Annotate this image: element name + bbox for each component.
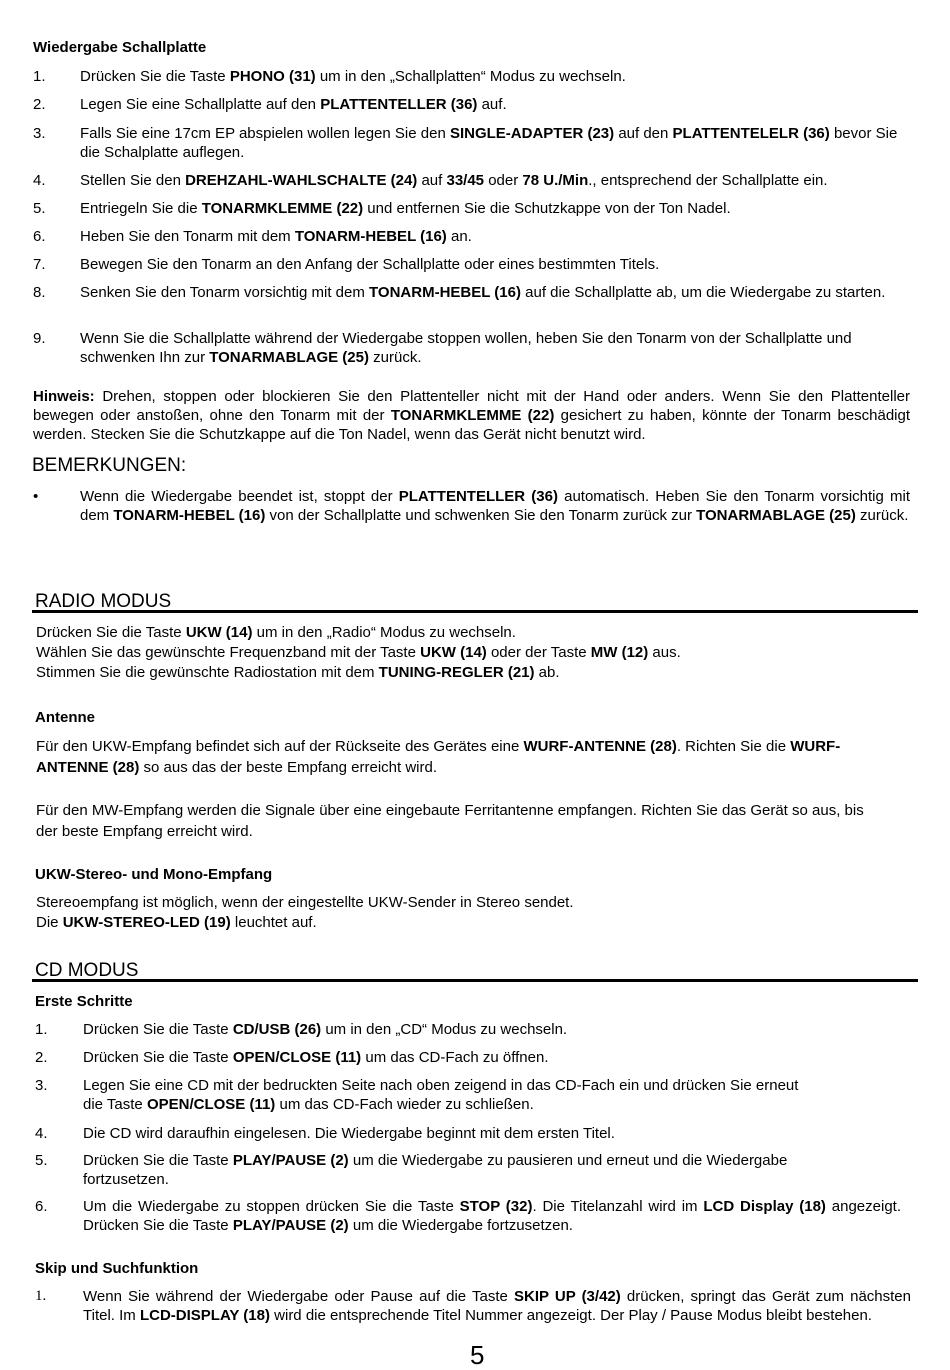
- step-number: 3.: [35, 1077, 48, 1094]
- step-number: 4.: [33, 172, 46, 189]
- step-number: 1.: [35, 1021, 48, 1038]
- stereo-line-1: Stereoempfang ist möglich, wenn der eingestellte UKW-Sender in Stereo sendet.: [36, 894, 574, 911]
- antenna-title: Antenne: [35, 709, 95, 726]
- step-text: Wenn Sie die Schallplatte während der Wiedergabe stoppen wollen, heben Sie den Tonarm von der Schallplatte und schwenken Ihn zur TONARMABLAGE (25) zurück.: [80, 330, 852, 366]
- step-text: Drücken Sie die Taste PLAY/PAUSE (2) um die Wiedergabe zu pausieren und erneut und die Wiedergabe fortzusetzen.: [83, 1152, 788, 1188]
- step-text: Wenn Sie während der Wiedergabe oder Pause auf die Taste SKIP UP (3/42) drücken, springt das Gerät zum nächsten Titel. Im LCD-DISPLAY (18) wird die entsprechende Titel Nummer angezeigt. Der Play / Pause Modus bleibt bestehen.: [83, 1288, 911, 1324]
- page-number: 5: [470, 1340, 485, 1370]
- step-number: 7.: [33, 256, 46, 273]
- bullet-icon: •: [33, 488, 39, 505]
- step-text: Stellen Sie den DREHZAHL-WAHLSCHALTE (24) auf 33/45 oder 78 U./Min., entsprechend der Schallplatte ein.: [80, 172, 828, 189]
- remarks-text: Wenn die Wiedergabe beendet ist, stoppt der PLATTENTELLER (36) automatisch. Heben Sie den Tonarm vorsichtig mit dem TONARM-HEBEL (16) von der Schallplatte und schwenken Sie den Tonarm zurück zur TONARMABLAGE (25) zurück.: [80, 488, 910, 524]
- radio-title: RADIO MODUS: [32, 590, 918, 613]
- step-text: Drücken Sie die Taste CD/USB (26) um in den „CD“ Modus zu wechseln.: [83, 1021, 568, 1038]
- antenna-paragraph-1: Für den UKW-Empfang befindet sich auf der Rückseite des Gerätes eine WURF-ANTENNE (28). Richten Sie die WURF-ANTENNE (28) so aus das der beste Empfang erreicht wird.: [36, 738, 841, 776]
- note-label: Hinweis:: [33, 388, 95, 405]
- step-text: Bewegen Sie den Tonarm an den Anfang der Schallplatte oder eines bestimmten Titels.: [80, 256, 660, 273]
- step-number: 6.: [33, 228, 46, 245]
- step-text: Die CD wird daraufhin eingelesen. Die Wiedergabe beginnt mit dem ersten Titel.: [83, 1125, 615, 1142]
- stereo-line-2: Die UKW-STEREO-LED (19) leuchtet auf.: [36, 914, 317, 931]
- step-number: 1.: [33, 68, 46, 85]
- step-number: 2.: [33, 96, 46, 113]
- record-title: Wiedergabe Schallplatte: [33, 39, 207, 56]
- step-number: 3.: [33, 125, 46, 142]
- step-number: 2.: [35, 1049, 48, 1066]
- cd-title: CD MODUS: [32, 959, 918, 982]
- stereo-title: UKW-Stereo- und Mono-Empfang: [35, 866, 273, 883]
- step-text: Legen Sie eine Schallplatte auf den PLATTENTELLER (36) auf.: [80, 96, 507, 113]
- first-steps-title: Erste Schritte: [35, 993, 133, 1010]
- step-text: Falls Sie eine 17cm EP abspielen wollen legen Sie den SINGLE-ADAPTER (23) auf den PLATTENTELELR (36) bevor Sie die Schalplatte auflegen.: [80, 125, 898, 161]
- remarks-title: BEMERKUNGEN:: [32, 455, 187, 476]
- step-text: Um die Wiedergabe zu stoppen drücken Sie die Taste STOP (32). Die Titelanzahl wird im LCD Display (18) angezeigt. Drücken Sie die Taste PLAY/PAUSE (2) um die Wiedergabe fortzusetzen.: [83, 1198, 901, 1234]
- step-text: Heben Sie den Tonarm mit dem TONARM-HEBEL (16) an.: [80, 228, 472, 245]
- step-number: 1.: [35, 1288, 47, 1304]
- step-text: Senken Sie den Tonarm vorsichtig mit dem TONARM-HEBEL (16) auf die Schallplatte ab, um die Wiedergabe zu starten.: [80, 284, 886, 301]
- step-text: Legen Sie eine CD mit der bedruckten Seite nach oben zeigend in das CD-Fach ein und drücken Sie erneut die Taste OPEN/CLOSE (11) um das CD-Fach wieder zu schließen.: [83, 1077, 799, 1113]
- step-text: Drücken Sie die Taste PHONO (31) um in den „Schallplatten“ Modus zu wechseln.: [80, 68, 626, 85]
- step-number: 9.: [33, 330, 46, 347]
- record-note: Hinweis: Drehen, stoppen oder blockieren Sie den Plattenteller nicht mit der Hand oder anders. Wenn Sie den Plattenteller bewegen oder anstoßen, ohne den Tonarm mit der TONARMKLEMME (22) gesichert zu haben, könnte der Tonarm beschädigt werden. Stecken Sie die Schutzkappe auf die Ton Nadel, wenn das Gerät nicht benutzt wird.: [33, 388, 911, 443]
- step-number: 4.: [35, 1125, 48, 1142]
- radio-line-3: Stimmen Sie die gewünschte Radiostation mit dem TUNING-REGLER (21) ab.: [36, 664, 560, 681]
- radio-line-2: Wählen Sie das gewünschte Frequenzband mit der Taste UKW (14) oder der Taste MW (12) aus.: [36, 644, 681, 661]
- antenna-paragraph-2: Für den MW-Empfang werden die Signale über eine eingebaute Ferritantenne empfangen. Richten Sie das Gerät so aus, bis der beste Empfang erreicht wird.: [36, 802, 864, 840]
- step-number: 8.: [33, 284, 46, 301]
- skip-title: Skip und Suchfunktion: [35, 1260, 199, 1277]
- step-number: 5.: [35, 1152, 48, 1169]
- radio-line-1: Drücken Sie die Taste UKW (14) um in den „Radio“ Modus zu wechseln.: [36, 624, 516, 641]
- step-text: Entriegeln Sie die TONARMKLEMME (22) und entfernen Sie die Schutzkappe von der Ton Nadel.: [80, 200, 731, 217]
- step-text: Drücken Sie die Taste OPEN/CLOSE (11) um das CD-Fach zu öffnen.: [83, 1049, 549, 1066]
- step-number: 6.: [35, 1198, 48, 1215]
- step-number: 5.: [33, 200, 46, 217]
